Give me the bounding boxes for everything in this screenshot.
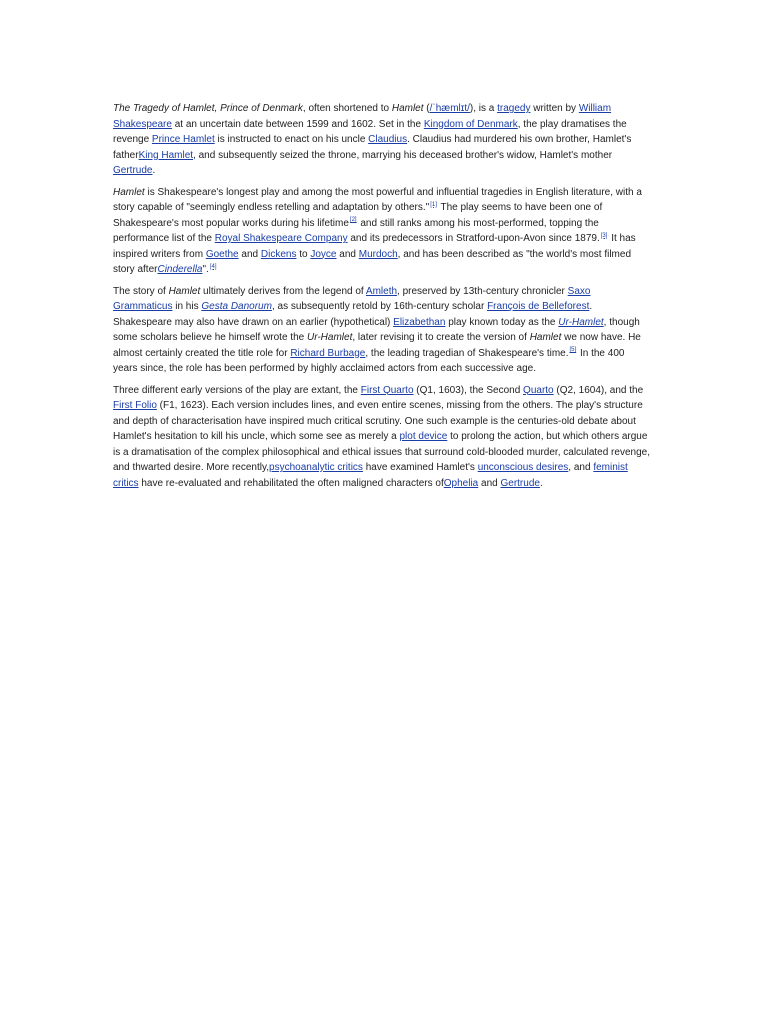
- link-ur-hamlet[interactable]: Ur-Hamlet: [558, 316, 604, 328]
- text: to prolong the action, but which others argue is a dramatisation of the complex philosophical and ethical issues that surround cold-blooded murder, calculated revenge, and thwarted desire. More recently,: [113, 431, 650, 473]
- hamlet-italic: Hamlet: [113, 186, 145, 198]
- hamlet-italic: Hamlet: [529, 332, 562, 343]
- text: (: [423, 103, 430, 114]
- citation-5[interactable]: [5]: [569, 347, 577, 354]
- text: , later revising it to create the version of: [352, 332, 530, 343]
- link-first-quarto[interactable]: First Quarto: [360, 384, 414, 396]
- link-kingdom-of-denmark[interactable]: Kingdom of Denmark: [423, 118, 518, 130]
- text: ultimately derives from the legend of: [200, 285, 366, 297]
- link-quarto[interactable]: Quarto: [523, 384, 554, 396]
- paragraph-sources: [113, 284, 651, 377]
- link-gertrude[interactable]: Gertrude: [500, 477, 540, 489]
- text: In the 400 years since, the role has been performed by highly acclaimed actors from each successive age.: [113, 347, 625, 374]
- link-gesta-danorum[interactable]: Gesta Danorum: [201, 301, 272, 312]
- text: in his: [172, 301, 202, 312]
- text: to: [296, 248, 311, 260]
- text: ".: [202, 264, 209, 275]
- text: , as subsequently retold by 16th-century scholar: [271, 301, 488, 312]
- text: have re-evaluated and rehabilitated the often maligned characters of: [138, 477, 444, 489]
- link-saxo-grammaticus[interactable]: Saxo Grammaticus: [113, 285, 591, 312]
- link-francois-de-belleforest[interactable]: François de Belleforest: [487, 301, 590, 312]
- text: (Q2, 1604), and the: [553, 384, 644, 396]
- text: .: [539, 477, 543, 489]
- text: have examined Hamlet's: [362, 462, 478, 473]
- link-psychoanalytic-critics[interactable]: psychoanalytic critics: [269, 462, 363, 473]
- text: Three different early versions of the play are extant, the: [113, 384, 361, 396]
- text: at an uncertain date between 1599 and 1602. Set in the: [171, 118, 424, 130]
- text: (F1, 1623). Each version includes lines, and even entire scenes, missing from the others. The play's structure and depth of characterisation have inspired much critical scrutiny. One such example is the centuries-old debate about Hamlet's hesitation to kill his uncle, which some see as merely a: [113, 400, 643, 442]
- hamlet-italic: Hamlet: [391, 103, 424, 114]
- link-royal-shakespeare-company[interactable]: Royal Shakespeare Company: [214, 233, 348, 244]
- text: , the leading tragedian of Shakespeare's time.: [365, 347, 569, 359]
- text: and its predecessors in Stratford-upon-Avon since 1879.: [347, 233, 600, 244]
- text: play known today as the: [445, 316, 559, 328]
- link-gertrude[interactable]: Gertrude: [113, 165, 153, 176]
- link-dickens[interactable]: Dickens: [260, 248, 297, 260]
- link-prince-hamlet[interactable]: Prince Hamlet: [151, 134, 215, 145]
- text: The play seems to have been one of Shakespeare's most popular works during his lifetime: [113, 202, 603, 229]
- text: (Q1, 1603), the Second: [413, 384, 524, 396]
- play-title-italic: The Tragedy of Hamlet, Prince of Denmark: [113, 103, 303, 114]
- text: and: [336, 248, 359, 260]
- paragraph-intro: [113, 101, 651, 179]
- link-king-hamlet[interactable]: King Hamlet: [138, 149, 194, 161]
- text: , though some scholars believe he himself wrote the: [113, 316, 640, 343]
- text: , preserved by 13th-century chronicler: [397, 285, 568, 297]
- text: It has inspired writers from: [113, 233, 636, 260]
- link-amleth[interactable]: Amleth: [365, 285, 398, 297]
- text: The story of: [113, 285, 169, 297]
- article-body: [113, 101, 651, 497]
- link-pronunciation[interactable]: /ˈhæmlɪt/: [429, 103, 470, 114]
- text: , and has been described as "the world's most filmed story after: [113, 248, 631, 275]
- text: and: [478, 477, 501, 489]
- text: and still ranks among his most-performed, topping the performance list of the: [113, 217, 599, 244]
- text: we now have. He almost certainly created the title role for: [113, 332, 641, 359]
- text: . Claudius had murdered his own brother, Hamlet's father: [113, 134, 632, 161]
- text: . Shakespeare may also have drawn on an earlier (hypothetical): [113, 301, 593, 328]
- link-william-shakespeare[interactable]: William Shakespeare: [113, 103, 612, 130]
- link-unconscious-desires[interactable]: unconscious desires: [477, 462, 569, 473]
- link-richard-burbage[interactable]: Richard Burbage: [290, 347, 366, 359]
- link-murdoch[interactable]: Murdoch: [358, 248, 398, 260]
- hamlet-italic: Hamlet: [168, 285, 201, 297]
- text: , and: [568, 462, 594, 473]
- paragraph-versions: [113, 383, 651, 492]
- text: .: [152, 165, 156, 176]
- text: written by: [530, 103, 579, 114]
- paragraph-influence: [113, 185, 651, 278]
- link-tragedy[interactable]: tragedy: [497, 103, 531, 114]
- link-elizabethan[interactable]: Elizabethan: [393, 316, 446, 328]
- link-ophelia[interactable]: Ophelia: [443, 477, 479, 489]
- ur-hamlet-italic: Ur-Hamlet: [306, 332, 353, 343]
- text: , and subsequently seized the throne, marrying his deceased brother's widow, Hamlet's mother: [193, 149, 613, 161]
- link-goethe[interactable]: Goethe: [205, 248, 239, 260]
- link-first-folio[interactable]: First Folio: [113, 400, 157, 411]
- text: , often shortened to: [302, 103, 392, 114]
- text: is Shakespeare's longest play and among the most powerful and influential tragedies in English literature, with a story capable of "seemingly endless retelling and adaptation by others.": [113, 186, 642, 213]
- link-joyce[interactable]: Joyce: [310, 248, 337, 260]
- text: ), is a: [469, 103, 498, 114]
- text: , the play dramatises the revenge: [113, 118, 627, 145]
- citation-2[interactable]: [2]: [349, 217, 357, 224]
- text: is instructed to enact on his uncle: [214, 134, 369, 145]
- citation-1[interactable]: [1]: [430, 201, 437, 208]
- link-cinderella[interactable]: Cinderella: [157, 264, 203, 275]
- link-plot-device[interactable]: plot device: [399, 431, 448, 442]
- link-feminist-critics[interactable]: feminist critics: [113, 462, 628, 489]
- link-claudius[interactable]: Claudius: [368, 134, 408, 145]
- citation-4[interactable]: [4]: [209, 263, 217, 270]
- citation-3[interactable]: [3]: [600, 232, 608, 239]
- text: and: [238, 248, 261, 260]
